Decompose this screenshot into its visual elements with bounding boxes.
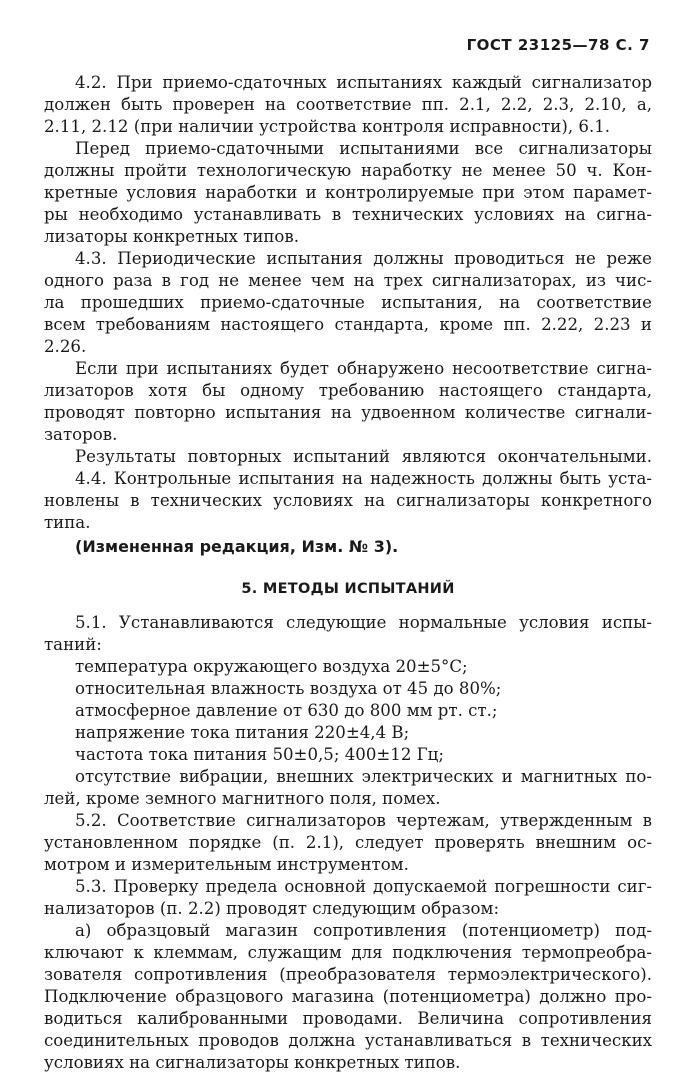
text-line: нализаторов (п. 2.2) проводят следующим образом: (44, 899, 500, 918)
text-line: Если при испытаниях будет обнаружено несоответствие сигна- (75, 359, 652, 378)
text-line: установленном порядке (п. 2.1), следует проверять внешним ос- (44, 833, 652, 852)
text-line: заторов. (44, 425, 118, 444)
text-line: лизаторы конкретных типов. (44, 227, 300, 246)
edition-note: (Измененная редакция, Изм. № 3). (75, 537, 399, 556)
text-line: таний: (44, 635, 102, 654)
text-line: мотром и измерительным инструментом. (44, 855, 409, 874)
text-line: типа. (44, 513, 91, 532)
text-line: Подключение образцового магазина (потенциометра) должно про- (44, 987, 652, 1006)
text-line: 4.3. Периодические испытания должны проводиться не реже (75, 249, 652, 268)
text-line: 4.2. При приемо-сдаточных испытаниях каждый сигнализатор (75, 73, 652, 92)
body-top-text (44, 72, 652, 534)
text-line: зователя сопротивления (преобразователя термоэлектрического). (44, 965, 652, 984)
text-line: водиться калиброванными проводами. Величина сопротивления (44, 1009, 652, 1028)
section-title: 5. МЕТОДЫ ИСПЫТАНИЙ (241, 581, 455, 597)
text-line: а) образцовый магазин сопротивления (потенциометр) под- (75, 921, 652, 940)
text-line: 2.26. (44, 337, 87, 356)
text-line: ры необходимо устанавливать в технических условиях на сигна- (44, 205, 652, 224)
text-line: лизаторов хотя бы одному требованию настоящего стандарта, (44, 381, 652, 400)
text-line: новлены в технических условиях на сигнализаторы конкретного (44, 491, 652, 510)
text-line: соединительных проводов должна устанавливаться в технических (44, 1031, 652, 1050)
text-line: 4.4. Контрольные испытания на надежность должны быть уста- (75, 469, 652, 488)
document-page (44, 36, 652, 1074)
text-line: проводят повторно испытания на удвоенном количестве сигнали- (44, 403, 652, 422)
text-line: частота тока питания 50±0,5; 400±12 Гц; (75, 745, 444, 764)
text-line: 5.1. Устанавливаются следующие нормальные условия испы- (75, 613, 652, 632)
text-line: одного раза в год не менее чем на трех сигнализаторах, из чис- (44, 271, 652, 290)
text-line: лей, кроме земного магнитного поля, помех. (44, 789, 441, 808)
body-bottom-text (44, 612, 652, 1074)
text-line: условиях на сигнализаторы конкретных типов. (44, 1053, 461, 1072)
text-line: относительная влажность воздуха от 45 до 80%; (75, 679, 502, 698)
text-line: напряжение тока питания 220±4,4 В; (75, 723, 410, 742)
text-line: атмосферное давление от 630 до 800 мм рт. ст.; (75, 701, 498, 720)
text-line: 5.2. Соответствие сигнализаторов чертежам, утвержденным в (75, 811, 652, 830)
text-line: всем требованиям настоящего стандарта, кроме пп. 2.22, 2.23 и (44, 315, 652, 334)
text-line: Результаты повторных испытаний являются окончательными. (75, 447, 652, 466)
text-line: Перед приемо-сдаточными испытаниями все сигнализаторы (75, 139, 652, 158)
text-line: температура окружающего воздуха 20±5°С; (75, 657, 468, 676)
text-line: должен быть проверен на соответствие пп. 2.1, 2.2, 2.3, 2.10, а, (44, 95, 652, 114)
text-line: отсутствие вибрации, внешних электрических и магнитных по- (75, 767, 652, 786)
text-line: должны пройти технологическую наработку не менее 50 ч. Кон- (44, 161, 652, 180)
text-line: кретные условия наработки и контролируемые при этом парамет- (44, 183, 652, 202)
text-line: ла прошедших приемо-сдаточные испытания, на соответствие (44, 293, 652, 312)
text-line: 2.11, 2.12 (при наличии устройства контроля исправности), 6.1. (44, 117, 611, 136)
text-line: 5.3. Проверку предела основной допускаемой погрешности сиг- (75, 877, 652, 896)
page-header: ГОСТ 23125—78 С. 7 (466, 36, 650, 54)
text-line: ключают к клеммам, служащим для подключения термопреобра- (44, 943, 652, 962)
